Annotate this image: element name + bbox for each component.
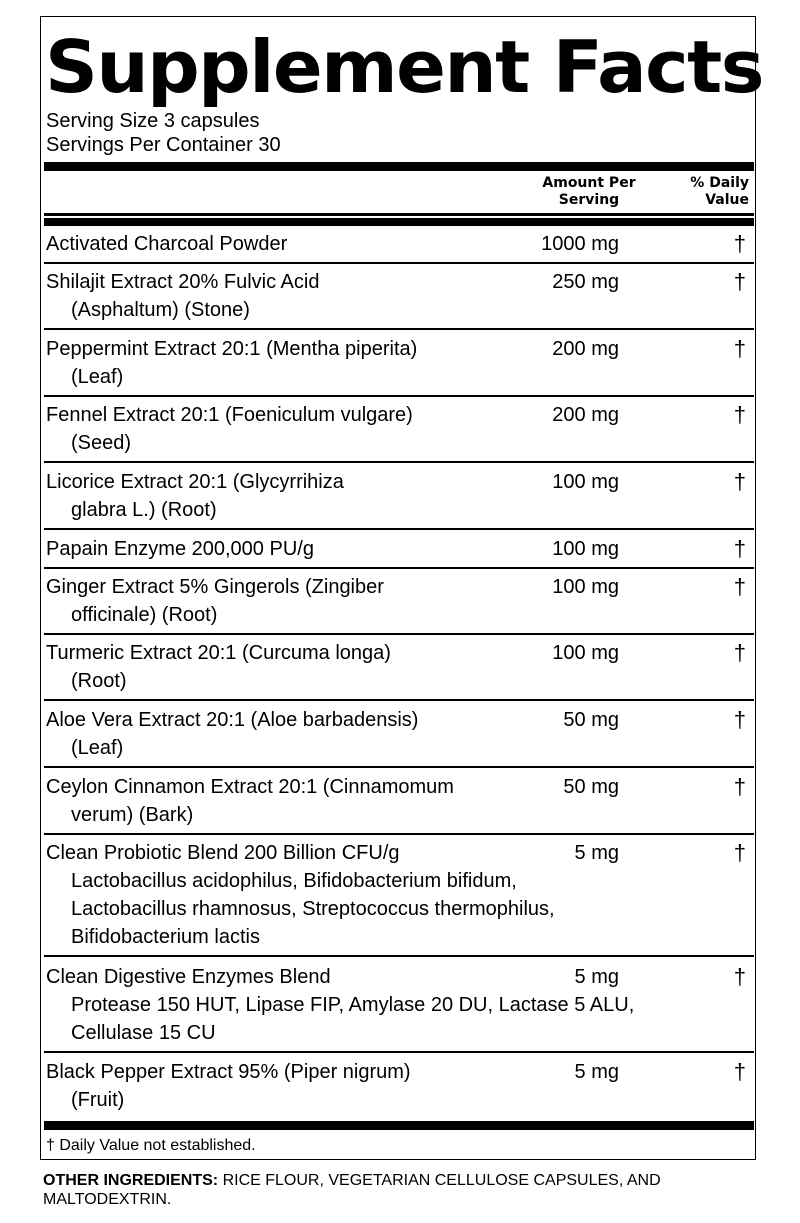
row-divider xyxy=(44,633,754,635)
ingredient-name: Peppermint Extract 20:1 (Mentha piperita) xyxy=(46,338,418,360)
daily-value-header xyxy=(669,175,749,209)
ingredient-subtext: (Fruit) xyxy=(71,1089,125,1111)
amount-header-line2: Serving xyxy=(558,192,620,208)
amount-header-line1: Amount Per xyxy=(542,175,636,191)
ingredient-name: Black Pepper Extract 95% (Piper nigrum) xyxy=(46,1061,411,1083)
ingredient-subtext: (Root) xyxy=(71,670,127,692)
ingredient-row xyxy=(44,706,754,768)
ingredient-row xyxy=(44,230,754,263)
row-divider xyxy=(44,395,754,397)
row-divider xyxy=(44,567,754,569)
ingredient-amount: 5 mg xyxy=(574,1061,619,1083)
row-divider xyxy=(44,955,754,957)
ingredient-name: Fennel Extract 20:1 (Foeniculum vulgare) xyxy=(46,404,413,426)
row-divider xyxy=(44,833,754,835)
ingredient-subtext: (Leaf) xyxy=(71,737,124,759)
ingredient-amount: 100 mg xyxy=(552,471,619,493)
ingredient-amount: 100 mg xyxy=(552,576,619,598)
row-divider xyxy=(44,528,754,530)
row-divider xyxy=(44,766,754,768)
row-divider xyxy=(44,328,754,330)
dagger-icon: † xyxy=(733,1059,746,1084)
dagger-icon: † xyxy=(733,402,746,427)
ingredient-subtext: Protease 150 HUT, Lipase FIP, Amylase 20 DU, Lactase 5 ALU, Cellulase 15 CU xyxy=(71,994,635,1044)
dagger-icon: † xyxy=(733,774,746,799)
ingredient-name: Aloe Vera Extract 20:1 (Aloe barbadensis) xyxy=(46,709,419,731)
dagger-icon: † xyxy=(733,707,746,732)
dagger-icon: † xyxy=(733,269,746,294)
ingredient-subtext: (Asphaltum) (Stone) xyxy=(71,299,250,321)
ingredient-name: Ceylon Cinnamon Extract 20:1 (Cinnamomum xyxy=(46,776,454,798)
row-divider xyxy=(44,461,754,463)
dagger-icon: † xyxy=(733,840,746,865)
thick-divider-top xyxy=(44,162,754,171)
ingredient-name: Activated Charcoal Powder xyxy=(46,233,288,255)
ingredient-name: Clean Digestive Enzymes Blend xyxy=(46,966,331,988)
dagger-icon: † xyxy=(733,231,746,256)
ingredient-amount: 100 mg xyxy=(552,642,619,664)
supplement-facts-panel xyxy=(40,16,763,1160)
row-divider xyxy=(44,1051,754,1053)
ingredient-row xyxy=(44,335,754,397)
ingredient-name: Shilajit Extract 20% Fulvic Acid xyxy=(46,271,320,293)
ingredient-name: Turmeric Extract 20:1 (Curcuma longa) xyxy=(46,642,391,664)
other-ingredients-text: RICE FLOUR, VEGETARIAN CELLULOSE CAPSULES, AND MALTODEXTRIN. xyxy=(43,1172,661,1208)
thick-divider-header xyxy=(44,218,754,226)
ingredient-row xyxy=(44,839,754,957)
ingredient-subtext: (Leaf) xyxy=(71,366,124,388)
panel-title: Supplement Facts xyxy=(45,25,763,109)
ingredient-row xyxy=(44,963,754,1053)
row-divider xyxy=(44,262,754,264)
dv-header-line2: Value xyxy=(705,192,749,208)
dagger-icon: † xyxy=(733,574,746,599)
servings-per-container: Servings Per Container 30 xyxy=(46,134,281,156)
ingredient-row xyxy=(44,401,754,463)
ingredient-row xyxy=(44,573,754,635)
ingredient-amount: 1000 mg xyxy=(541,233,619,255)
ingredient-amount: 50 mg xyxy=(563,709,619,731)
ingredient-row xyxy=(44,535,754,569)
other-ingredients xyxy=(43,1171,763,1209)
ingredient-row xyxy=(44,1058,754,1120)
ingredient-row xyxy=(44,639,754,701)
ingredient-subtext: verum) (Bark) xyxy=(71,804,194,826)
serving-size: Serving Size 3 capsules xyxy=(46,110,260,132)
ingredient-amount: 250 mg xyxy=(552,271,619,293)
ingredient-amount: 200 mg xyxy=(552,338,619,360)
ingredient-name: Papain Enzyme 200,000 PU/g xyxy=(46,538,314,560)
ingredient-subtext: officinale) (Root) xyxy=(71,604,218,626)
row-divider xyxy=(44,699,754,701)
dv-header-line1: % Daily xyxy=(690,175,749,191)
other-ingredients-label: OTHER INGREDIENTS: xyxy=(43,1172,219,1189)
thick-divider-bottom xyxy=(44,1121,754,1130)
ingredient-row xyxy=(44,773,754,835)
ingredient-amount: 5 mg xyxy=(574,966,619,988)
dagger-icon: † xyxy=(733,469,746,494)
ingredient-subtext: Lactobacillus acidophilus, Bifidobacterium bifidum, Lactobacillus rhamnosus, Streptococcus thermophilus, Bifidobacterium lactis xyxy=(71,870,555,948)
ingredient-amount: 100 mg xyxy=(552,538,619,560)
ingredient-amount: 50 mg xyxy=(563,776,619,798)
dagger-icon: † xyxy=(733,964,746,989)
dagger-icon: † xyxy=(733,336,746,361)
daily-value-footnote: † Daily Value not established. xyxy=(46,1137,256,1154)
ingredient-amount: 5 mg xyxy=(574,842,619,864)
amount-per-serving-header xyxy=(529,175,649,209)
ingredient-row xyxy=(44,268,754,330)
header-underline xyxy=(44,213,754,216)
ingredient-subtext: (Seed) xyxy=(71,432,132,454)
ingredient-subtext: glabra L.) (Root) xyxy=(71,499,217,521)
ingredient-name: Licorice Extract 20:1 (Glycyrrihiza xyxy=(46,471,344,493)
dagger-icon: † xyxy=(733,536,746,561)
ingredient-name: Ginger Extract 5% Gingerols (Zingiber xyxy=(46,576,384,598)
ingredient-name: Clean Probiotic Blend 200 Billion CFU/g xyxy=(46,842,400,864)
ingredient-row xyxy=(44,468,754,530)
ingredient-amount: 200 mg xyxy=(552,404,619,426)
dagger-icon: † xyxy=(733,640,746,665)
